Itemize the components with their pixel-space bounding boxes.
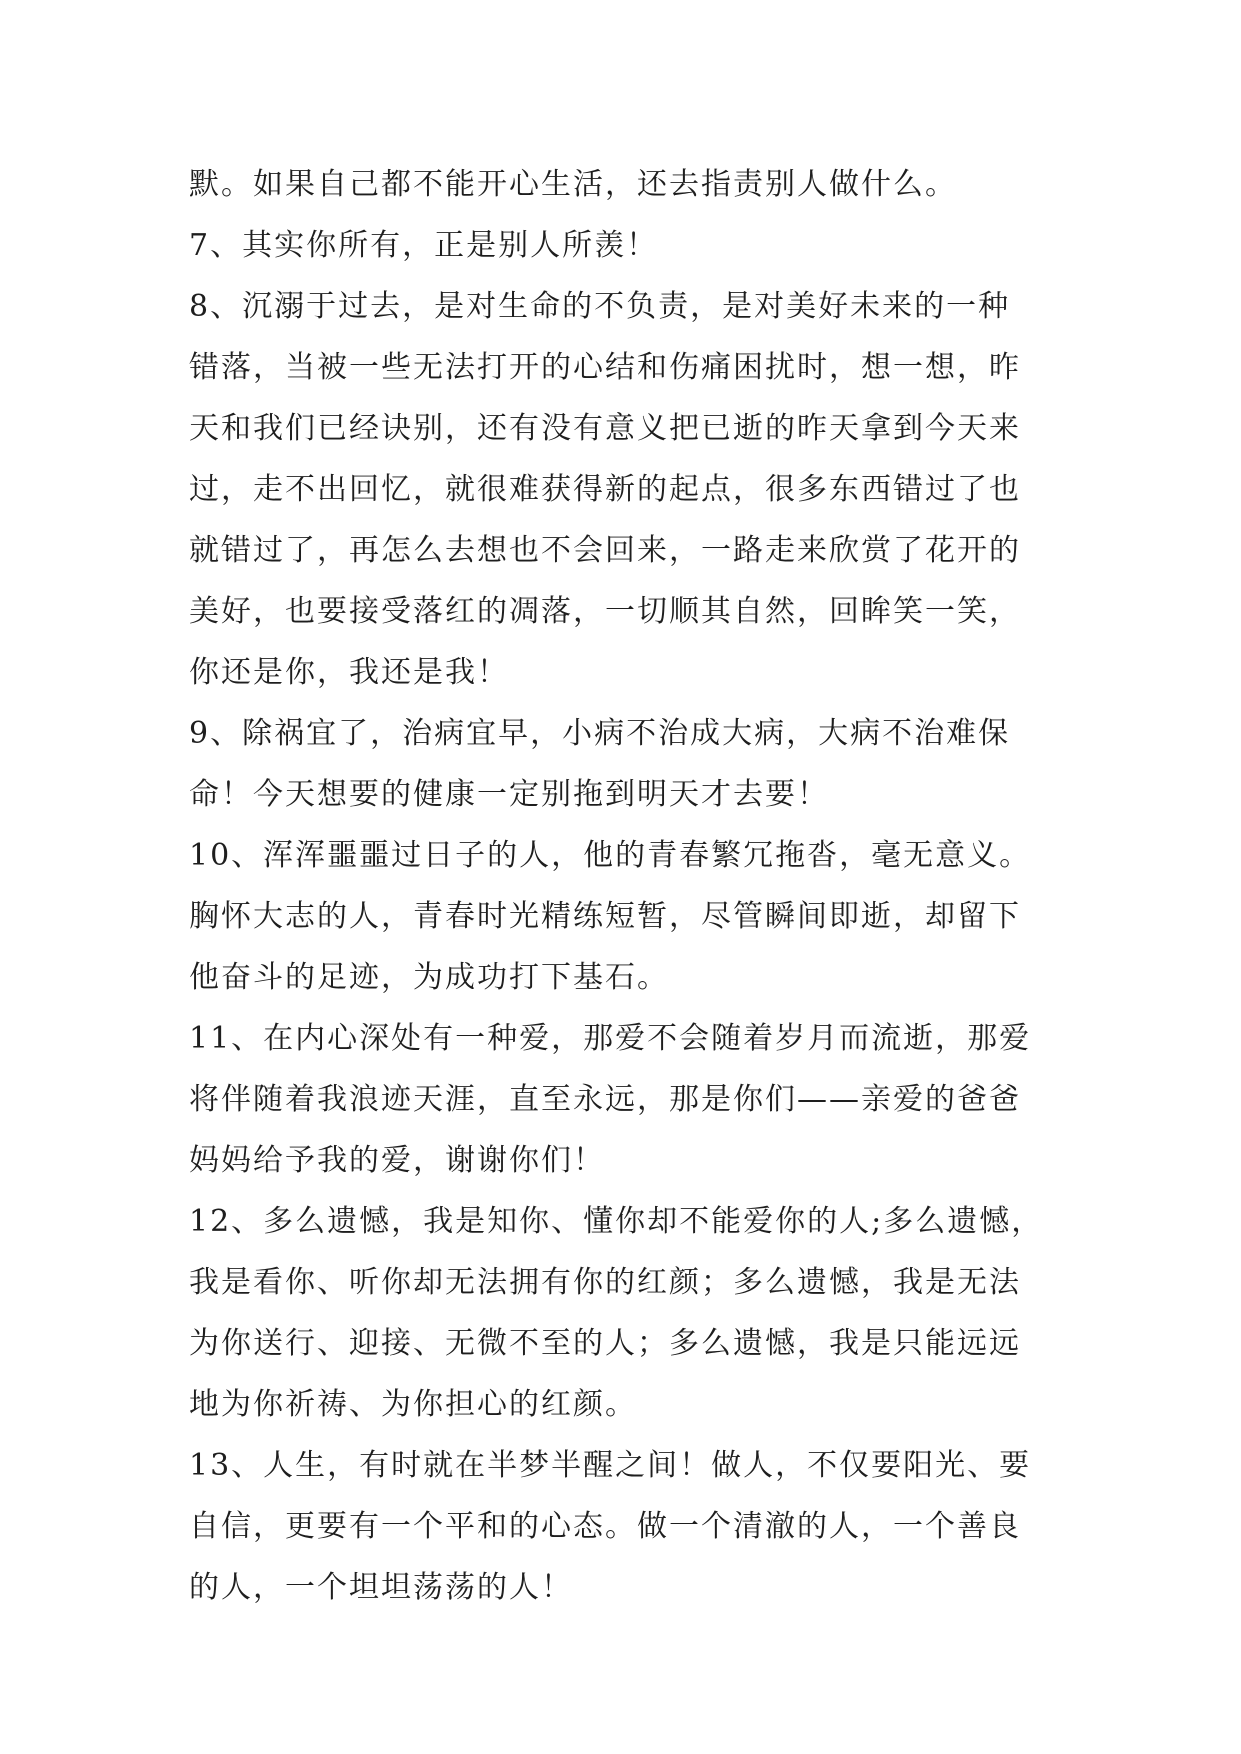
text-line: 胸怀大志的人，青春时光精练短暂，尽管瞬间即逝，却留下 bbox=[189, 899, 1021, 934]
text-line: 13、人生，有时就在半梦半醒之间！做人，不仅要阳光、要 bbox=[189, 1448, 1032, 1483]
text-line: 8、沉溺于过去，是对生命的不负责，是对美好未来的一种 bbox=[189, 289, 1011, 324]
text-line: 11、在内心深处有一种爱，那爱不会随着岁月而流逝，那爱 bbox=[189, 1021, 1032, 1056]
text-line: 命！今天想要的健康一定别拖到明天才去要！ bbox=[189, 777, 829, 812]
text-line: 错落，当被一些无法打开的心结和伤痛困扰时，想一想，昨 bbox=[189, 350, 1021, 385]
text-line: 默。如果自己都不能开心生活，还去指责别人做什么。 bbox=[189, 167, 957, 202]
text-line: 天和我们已经诀别，还有没有意义把已逝的昨天拿到今天来 bbox=[189, 411, 1021, 446]
text-line: 7、其实你所有，正是别人所羡！ bbox=[189, 228, 659, 263]
text-line: 自信，更要有一个平和的心态。做一个清澈的人，一个善良 bbox=[189, 1509, 1021, 1544]
document-body bbox=[189, 154, 1069, 1618]
text-line: 过，走不出回忆，就很难获得新的起点，很多东西错过了也 bbox=[189, 472, 1021, 507]
text-line: 地为你祈祷、为你担心的红颜。 bbox=[189, 1387, 637, 1422]
text-line: 的人，一个坦坦荡荡的人！ bbox=[189, 1570, 573, 1605]
text-line: 你还是你，我还是我！ bbox=[189, 655, 509, 690]
text-line: 美好，也要接受落红的凋落，一切顺其自然，回眸笑一笑， bbox=[189, 594, 1021, 629]
text-line: 将伴随着我浪迹天涯，直至永远，那是你们——亲爱的爸爸 bbox=[189, 1082, 1021, 1117]
text-line: 10、浑浑噩噩过日子的人，他的青春繁冗拖沓，毫无意义。 bbox=[189, 838, 1032, 873]
text-line: 为你送行、迎接、无微不至的人；多么遗憾，我是只能远远 bbox=[189, 1326, 1021, 1361]
text-line: 9、除祸宜了，治病宜早，小病不治成大病，大病不治难保 bbox=[189, 716, 1011, 751]
text-line: 我是看你、听你却无法拥有你的红颜；多么遗憾，我是无法 bbox=[189, 1265, 1021, 1300]
text-line: 他奋斗的足迹，为成功打下基石。 bbox=[189, 960, 669, 995]
text-line: 12、多么遗憾，我是知你、懂你却不能爱你的人;多么遗憾， bbox=[189, 1204, 1044, 1239]
text-line: 就错过了，再怎么去想也不会回来，一路走来欣赏了花开的 bbox=[189, 533, 1021, 568]
text-line: 妈妈给予我的爱，谢谢你们！ bbox=[189, 1143, 605, 1178]
